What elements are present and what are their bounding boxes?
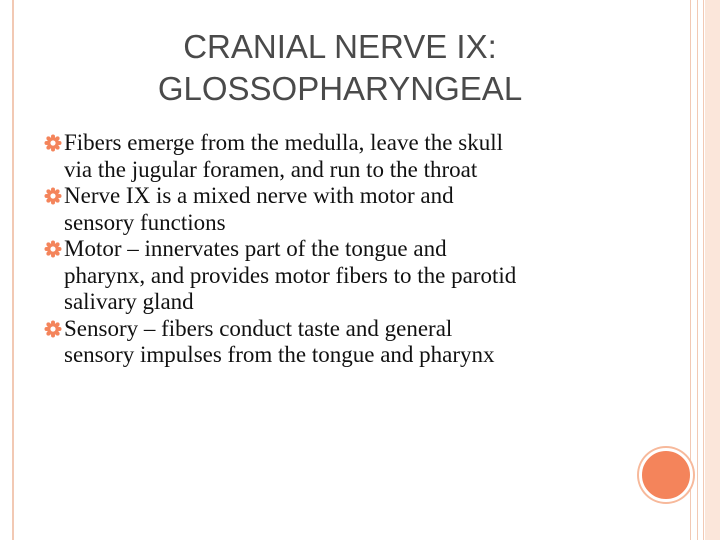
gear-flower-bullet-icon: [44, 187, 62, 205]
bullet-item: [44, 183, 664, 236]
bullet-line: salivary gland: [64, 289, 194, 314]
gear-flower-bullet-icon: [44, 134, 62, 152]
bullet-line: sensory impulses from the tongue and pharynx: [64, 342, 495, 367]
accent-circle: [639, 448, 693, 502]
slide-title-line-1: CRANIAL NERVE IX:: [183, 28, 497, 65]
bullet-line: sensory functions: [64, 209, 226, 235]
bullet-list: [44, 130, 664, 369]
slide-title: [60, 26, 620, 110]
bullet-item: [44, 316, 664, 369]
bullet-line: Motor – innervates part of the tongue and: [64, 236, 447, 261]
right-border-rule: [703, 0, 704, 540]
bullet-item: [44, 236, 664, 316]
right-border-band: [705, 0, 720, 540]
gear-flower-bullet-icon: [44, 240, 62, 258]
bullet-line: pharynx, and provides motor fibers to the parotid: [64, 262, 517, 288]
bullet-line: Fibers emerge from the medulla, leave the skull: [64, 130, 503, 155]
gear-flower-bullet-icon: [44, 320, 62, 338]
right-border-rule: [690, 0, 691, 540]
bullet-item: [44, 130, 664, 183]
bullet-line: via the jugular foramen, and run to the throat: [64, 156, 478, 182]
bullet-line: Sensory – fibers conduct taste and general: [64, 315, 453, 341]
left-border-rule: [12, 0, 14, 540]
slide-title-line-2: GLOSSOPHARYNGEAL: [157, 70, 523, 107]
right-border-rule: [697, 0, 698, 540]
bullet-line: Nerve IX is a mixed nerve with motor and: [64, 183, 454, 208]
